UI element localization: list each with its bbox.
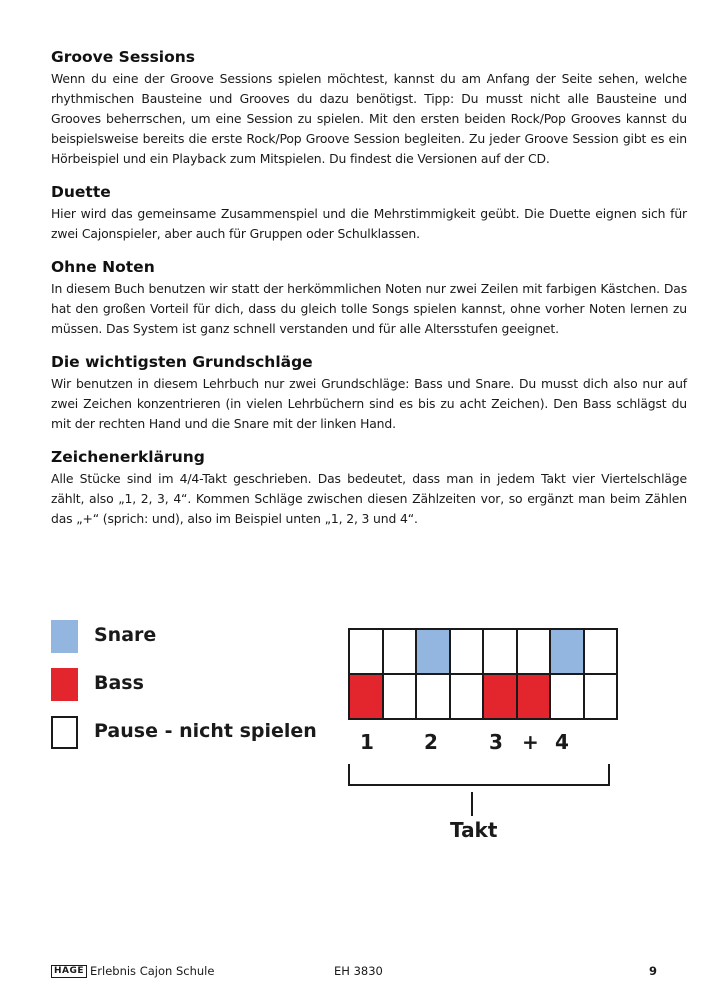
bass-row — [349, 674, 617, 719]
rhythm-grid — [348, 628, 618, 720]
section-duette — [51, 181, 687, 244]
pause-cell — [550, 674, 584, 719]
section-heading: Zeichenerklärung — [51, 448, 205, 466]
bass-cell — [349, 674, 383, 719]
edition-code: EH 3830 — [334, 964, 383, 978]
count-label: + — [522, 730, 539, 754]
takt-bracket — [348, 764, 610, 786]
bass-cell — [483, 674, 517, 719]
section-text: Hier wird das gemeinsame Zusammenspiel und die Mehrstimmigkeit geübt. Die Duette eignen sich für zwei Cajonspieler, aber auch für Gruppen oder Schulklassen. — [51, 206, 687, 241]
book-title: Erlebnis Cajon Schule — [90, 964, 215, 978]
publisher-logo: HAGE — [51, 965, 87, 978]
pause-cell — [584, 674, 618, 719]
pause-cell — [416, 674, 450, 719]
pause-cell — [450, 674, 484, 719]
takt-label: Takt — [450, 818, 498, 842]
snare-swatch — [51, 620, 78, 653]
bass-swatch — [51, 668, 78, 701]
pause-swatch — [51, 716, 78, 749]
snare-row — [349, 629, 617, 674]
pause-cell — [517, 629, 551, 674]
section-heading: Groove Sessions — [51, 48, 196, 66]
footer — [51, 964, 657, 982]
legend-label: Snare — [94, 624, 157, 646]
section-heading: Die wichtigsten Grundschläge — [51, 353, 313, 371]
bass-cell — [517, 674, 551, 719]
legend-label: Bass — [94, 672, 144, 694]
pause-cell — [450, 629, 484, 674]
section-heading: Ohne Noten — [51, 258, 155, 276]
page-number: 9 — [648, 964, 657, 978]
section-heading: Duette — [51, 183, 111, 201]
section-text: In diesem Buch benutzen wir statt der herkömmlichen Noten nur zwei Zeilen mit farbigen Kästchen. Das hat den großen Vorteil für dich, dass du gleich tolle Songs spielen kannst, ohne vorher Noten lernen zu müssen. Das System ist ganz schnell verstanden und für alle Altersstufen geeignet. — [51, 281, 687, 336]
section-text: Alle Stücke sind im 4/4-Takt geschrieben. Das bedeutet, dass man in jedem Takt vier Viertelschläge zählt, also „1, 2, 3, 4“. Kommen Schläge zwischen diesen Zählzeiten vor, so ergänzt man beim Zählen das „+“ (sprich: und), also im Beispiel unten „1, 2, 3 und 4“. — [51, 471, 687, 526]
section-groove-sessions — [51, 46, 687, 169]
pause-cell — [383, 674, 417, 719]
count-label: 4 — [555, 730, 569, 754]
section-text: Wenn du eine der Groove Sessions spielen möchtest, kannst du am Anfang der Seite sehen, welche rhythmischen Bausteine und Grooves du dazu benötigst. Tipp: Du musst nicht alle Bausteine und Grooves beherrschen, um eine Session zu spielen. Mit den ersten beiden Rock/Pop Grooves kannst du beispielsweise bereits die erste Rock/Pop Groove Session begleiten. Zu jeder Groove Session gibt es ein Hörbeispiel und ein Playback zum Mitspielen. Du findest die Versionen auf der CD. — [51, 71, 687, 166]
section-grundschlaege — [51, 351, 687, 434]
count-label: 1 — [360, 730, 374, 754]
takt-bracket-stem — [471, 792, 473, 816]
count-label: 3 — [489, 730, 503, 754]
snare-cell — [550, 629, 584, 674]
snare-cell — [416, 629, 450, 674]
pause-cell — [383, 629, 417, 674]
pause-cell — [584, 629, 618, 674]
section-ohne-noten — [51, 256, 687, 339]
section-text: Wir benutzen in diesem Lehrbuch nur zwei Grundschläge: Bass und Snare. Du musst dich also nur auf zwei Zeichen konzentrieren (in vielen Lehrbüchern sind es bis zu acht Zeichen). Den Bass schlägst du mit der rechten Hand und die Snare mit der linken Hand. — [51, 376, 687, 431]
section-zeichenerklaerung — [51, 446, 687, 529]
main-content — [51, 46, 687, 541]
pause-cell — [483, 629, 517, 674]
legend-label: Pause - nicht spielen — [94, 720, 317, 742]
pause-cell — [349, 629, 383, 674]
count-label: 2 — [424, 730, 438, 754]
